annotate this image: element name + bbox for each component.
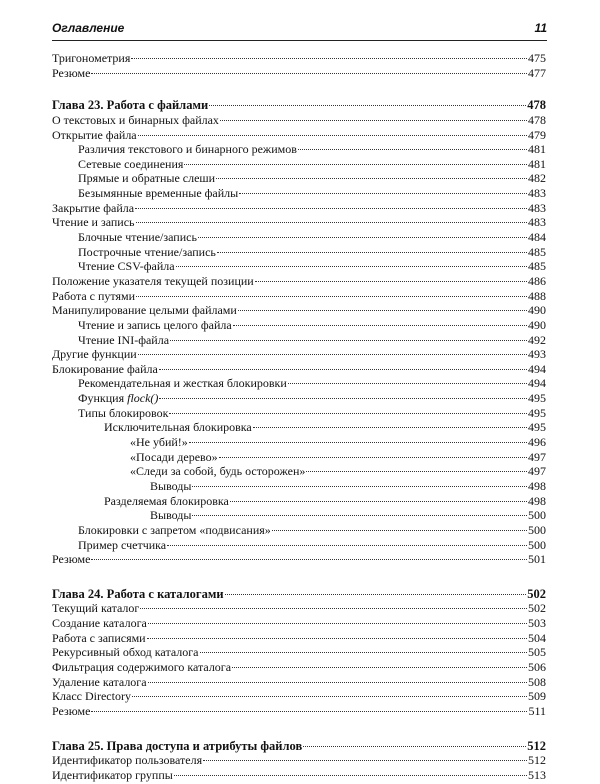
toc-entry-title: Тригонометрия <box>52 51 131 65</box>
dot-leader <box>159 398 527 399</box>
dot-leader <box>136 296 527 297</box>
dot-leader <box>239 193 527 194</box>
toc-entry <box>52 215 546 230</box>
toc-entry <box>52 113 546 128</box>
toc-entry-title: «Посади дерево» <box>130 449 218 464</box>
toc-entry-title: Создание каталога <box>52 616 147 631</box>
dot-leader <box>203 760 527 761</box>
toc-entry-title: Другие функции <box>52 347 137 362</box>
toc-page-number: 501 <box>528 552 546 567</box>
dot-leader <box>184 164 527 165</box>
toc-entry <box>52 616 546 631</box>
dot-leader <box>303 746 526 747</box>
toc-entry-title: Глава 23. Работа с файлами <box>52 98 209 113</box>
toc-entry-title: Прямые и обратные слеши <box>78 171 216 186</box>
toc-entry <box>52 318 546 333</box>
toc-page-number: 512 <box>527 738 546 753</box>
toc-entry-title: Безымянные временные файлы <box>78 186 239 201</box>
toc-entry <box>52 274 546 289</box>
toc-entry <box>52 362 546 377</box>
toc-page-number: 493 <box>528 347 546 362</box>
toc-page-number: 495 <box>528 391 546 406</box>
toc-entry <box>52 508 546 523</box>
dot-leader <box>148 623 527 624</box>
dot-leader <box>138 135 527 136</box>
toc-page-number: 483 <box>528 200 546 215</box>
toc-page-number: 502 <box>527 586 546 601</box>
toc-entry <box>52 675 546 690</box>
dot-leader <box>131 58 527 59</box>
toc-page-number: 494 <box>528 376 546 391</box>
toc-entry <box>52 406 546 421</box>
header-title: Оглавление <box>52 21 125 35</box>
dot-leader <box>138 354 527 355</box>
toc-entry <box>52 552 546 567</box>
toc-page-number: 485 <box>528 259 546 274</box>
toc-entry <box>52 523 546 538</box>
toc-entry <box>52 201 546 216</box>
toc-entry <box>52 347 546 362</box>
toc-page-number: 483 <box>528 215 546 230</box>
toc-entry-title: О текстовых и бинарных файлах <box>52 112 219 127</box>
toc-entry-title: Рекурсивный обход каталога <box>52 645 199 660</box>
dot-leader <box>217 252 527 253</box>
toc-entry <box>52 601 546 616</box>
toc-page-number: 481 <box>528 156 546 171</box>
dot-leader <box>192 486 527 487</box>
dot-leader <box>159 369 527 370</box>
toc-entry <box>52 51 546 66</box>
toc-page-number: 492 <box>528 332 546 347</box>
toc-page-number: 490 <box>528 317 546 332</box>
toc-entry <box>52 66 546 81</box>
toc-entry-title: Блочные чтение/запись <box>78 230 197 245</box>
toc-entry-title: Рекомендательная и жесткая блокировки <box>78 376 287 391</box>
toc-entry-title: Резюме <box>52 65 91 80</box>
dot-leader <box>233 325 527 326</box>
toc-entry <box>52 689 546 704</box>
dot-leader <box>298 149 527 150</box>
toc-page-number: 513 <box>528 767 546 782</box>
dot-leader <box>225 594 527 595</box>
toc-entry <box>52 704 546 719</box>
toc-page-number: 512 <box>528 753 546 768</box>
dot-leader <box>135 208 527 209</box>
toc-page-number: 484 <box>528 230 546 245</box>
dot-leader <box>170 340 527 341</box>
toc-page-number: 482 <box>528 171 546 186</box>
dot-leader <box>132 696 527 697</box>
toc-page-number: 500 <box>528 508 546 523</box>
toc-entry-title: Чтение CSV-файла <box>78 259 175 274</box>
toc-entry <box>52 230 546 245</box>
toc-entry-title: Построчные чтение/запись <box>78 244 216 259</box>
toc-page-number: 503 <box>528 616 546 631</box>
toc-page-number: 490 <box>528 303 546 318</box>
dot-leader <box>230 501 527 502</box>
toc-page-number: 500 <box>528 537 546 552</box>
toc-chapter-entry <box>52 98 546 113</box>
toc-entry-title: Выводы <box>150 478 192 493</box>
toc-page-number: 506 <box>528 659 546 674</box>
toc-entry-title: Работа с записями <box>52 630 146 645</box>
dot-leader <box>255 281 527 282</box>
dot-leader <box>147 638 527 639</box>
toc-page-number: 481 <box>528 142 546 157</box>
toc-entry <box>52 171 546 186</box>
toc-page-number: 485 <box>528 244 546 259</box>
dot-leader <box>140 608 527 609</box>
toc-page-number: 475 <box>528 51 546 65</box>
toc-page-number: 497 <box>528 464 546 479</box>
toc-page-number: 478 <box>527 98 546 113</box>
dot-leader <box>272 530 527 531</box>
toc-entry-title: Манипулирование целыми файлами <box>52 303 237 318</box>
toc-entry <box>52 391 546 406</box>
dot-leader <box>192 515 527 516</box>
dot-leader <box>91 711 527 712</box>
toc-chapter-entry <box>52 739 546 754</box>
running-header <box>52 20 547 41</box>
toc-entry <box>52 245 546 260</box>
toc-entry-title: Чтение и запись <box>52 215 135 230</box>
dot-leader <box>169 413 527 414</box>
dot-leader <box>91 73 527 74</box>
toc-page-number: 479 <box>528 127 546 142</box>
dot-leader <box>174 775 527 776</box>
toc-page-number: 494 <box>528 361 546 376</box>
toc-entry-title: Закрытие файла <box>52 200 135 215</box>
toc-entry-title: Класс Directory <box>52 689 131 704</box>
toc-entry <box>52 157 546 172</box>
toc-entry <box>52 494 546 509</box>
toc-page-number: 477 <box>528 65 546 80</box>
toc-entry <box>52 660 546 675</box>
toc-entry <box>52 333 546 348</box>
toc-chapter-entry <box>52 587 546 602</box>
toc-entry <box>52 768 546 783</box>
toc-entry-title: Текущий каталог <box>52 601 140 616</box>
toc-entry-title: Чтение и запись целого файла <box>78 317 232 332</box>
toc-entry-title: Удаление каталога <box>52 674 147 689</box>
dot-leader <box>136 222 527 223</box>
toc-entry <box>52 376 546 391</box>
toc-entry-title: «Следи за собой, будь осторожен» <box>130 464 306 479</box>
dot-leader <box>176 266 527 267</box>
dot-leader <box>306 471 527 472</box>
dot-leader <box>189 442 527 443</box>
toc-page-number: 495 <box>528 420 546 435</box>
toc-page-number: 502 <box>528 601 546 616</box>
toc-page-number: 509 <box>528 689 546 704</box>
toc-entry <box>52 142 546 157</box>
dot-leader <box>91 559 527 560</box>
toc-page-number: 486 <box>528 273 546 288</box>
dot-leader <box>148 682 527 683</box>
toc-entry <box>52 128 546 143</box>
toc-entry <box>52 464 546 479</box>
dot-leader <box>216 178 527 179</box>
dot-leader <box>219 457 527 458</box>
toc-entry-title-function: flock() <box>127 391 159 406</box>
toc-entry-title: Исключительная блокировка <box>104 420 252 435</box>
dot-leader <box>200 652 528 653</box>
toc-page-number: 498 <box>528 493 546 508</box>
toc-entry-title: Открытие файла <box>52 127 137 142</box>
toc-entry <box>52 420 546 435</box>
toc-entry-title: Разделяемая блокировка <box>104 493 229 508</box>
dot-leader <box>198 237 527 238</box>
toc-page-number: 483 <box>528 186 546 201</box>
toc-entry-title: Сетевые соединения <box>78 156 184 171</box>
toc-entry <box>52 479 546 494</box>
toc-entry-title <box>78 391 158 406</box>
dot-leader <box>209 105 526 106</box>
toc-entry-title: Чтение INI-файла <box>78 332 170 347</box>
toc-entry-title: Идентификатор группы <box>52 767 173 782</box>
toc-entry-title: Глава 24. Работа с каталогами <box>52 586 224 601</box>
toc-entry-title: Резюме <box>52 552 91 567</box>
toc-entry <box>52 303 546 318</box>
toc-entry <box>52 435 546 450</box>
toc-page-number: 508 <box>528 674 546 689</box>
toc-page-number: 511 <box>528 703 546 718</box>
toc-page-number: 495 <box>528 405 546 420</box>
toc-entry-title: Работа с путями <box>52 288 136 303</box>
toc-entry-title: Блокировки с запретом «подвисания» <box>78 522 271 537</box>
dot-leader <box>167 545 527 546</box>
toc-entry-title: Глава 25. Права доступа и атрибуты файлов <box>52 738 303 753</box>
toc-page-number: 498 <box>528 478 546 493</box>
dot-leader <box>232 667 527 668</box>
toc-entry <box>52 259 546 274</box>
toc-page-number: 500 <box>528 522 546 537</box>
toc-page-number: 488 <box>528 288 546 303</box>
toc-page-number: 504 <box>528 630 546 645</box>
toc-entry-title: Различия текстового и бинарного режимов <box>78 142 297 157</box>
toc-page-number: 497 <box>528 449 546 464</box>
toc-entry <box>52 631 546 646</box>
toc-entry-title: Пример счетчика <box>78 537 167 552</box>
toc-entry <box>52 186 546 201</box>
toc-entry <box>52 538 546 553</box>
table-of-contents <box>52 51 546 782</box>
toc-entry-title: Идентификатор пользователя <box>52 753 203 768</box>
toc-page-number: 496 <box>528 435 546 450</box>
toc-entry-title: Типы блокировок <box>78 405 169 420</box>
toc-entry-title: Блокирование файла <box>52 361 158 376</box>
header-page-number: 11 <box>534 21 547 35</box>
toc-entry-title: «Не убий!» <box>130 435 188 450</box>
toc-entry-title: Выводы <box>150 508 192 523</box>
toc-entry <box>52 450 546 465</box>
dot-leader <box>253 427 527 428</box>
toc-entry <box>52 645 546 660</box>
toc-entry <box>52 753 546 768</box>
dot-leader <box>220 120 527 121</box>
toc-entry-title: Резюме <box>52 703 91 718</box>
toc-entry-title: Фильтрация содержимого каталога <box>52 659 232 674</box>
dot-leader <box>238 310 527 311</box>
dot-leader <box>288 383 527 384</box>
toc-entry-title-prefix: Функция <box>78 391 128 406</box>
toc-page-number: 478 <box>528 112 546 127</box>
toc-entry <box>52 289 546 304</box>
toc-entry-title: Положение указателя текущей позиции <box>52 273 254 288</box>
toc-page-number: 505 <box>528 645 546 660</box>
